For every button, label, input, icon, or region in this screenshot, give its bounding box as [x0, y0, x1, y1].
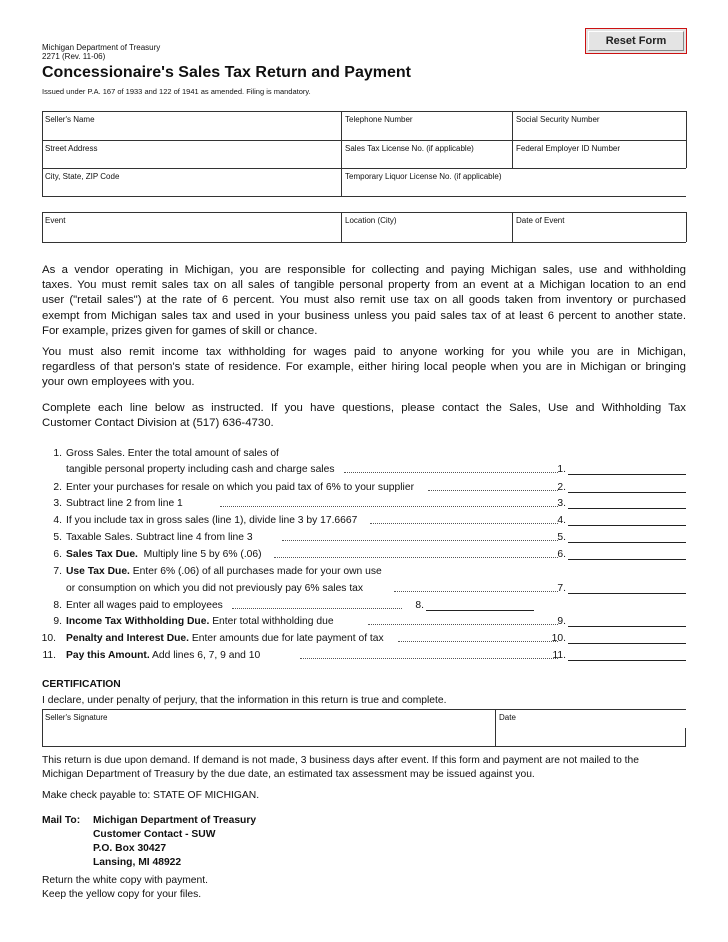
- telephone-field[interactable]: Telephone Number: [345, 115, 413, 124]
- sellers-name-field[interactable]: Seller's Name: [45, 115, 95, 124]
- line-10: 10. Penalty and Interest Due. Enter amounts due for late payment of tax 10.: [42, 632, 686, 646]
- reset-form-button[interactable]: [585, 28, 687, 54]
- signature-date-field[interactable]: Date: [499, 713, 516, 722]
- due-notice: This return is due upon demand. If demand is not made, 3 business days after event. If this form and payment are not mailed to the Michigan Department of Treasury by the due date, an estimated tax assessment may be issued against you.: [42, 755, 639, 780]
- line-4: 4. If you include tax in gross sales (line 1), divide line 3 by 17.6667 4.: [42, 514, 686, 528]
- seller-signature-field[interactable]: Seller's Signature: [45, 713, 108, 722]
- agency-name: Michigan Department of Treasury: [42, 43, 161, 52]
- line-5: 5. Taxable Sales. Subtract line 4 from line 3 5.: [42, 531, 686, 545]
- vendor-responsibility-paragraph: As a vendor operating in Michigan, you are responsible for collecting and paying Michigan sales, use and withholding taxes. You must remit sales tax on all sales of tangible personal property from an event at a Michigan location to an end user ("retail sales") at the rate of 6 percent. You must also remit use tax on all goods taken from inventory or purchased exempt from Michigan sales tax and used in your business unless you paid sales tax of at least 6 percent to another state. For example, prizes given for games of skill or chance.: [42, 264, 686, 337]
- line-7: 7. Use Tax Due. Enter 6% (.06) of all purchases made for your own use: [53, 566, 382, 577]
- line-11-amount-input[interactable]: [568, 660, 686, 661]
- street-address-field[interactable]: Street Address: [45, 144, 98, 153]
- line-9-amount-input[interactable]: [568, 626, 686, 627]
- line-5-amount-input[interactable]: [568, 542, 686, 543]
- line-4-amount-input[interactable]: [568, 525, 686, 526]
- line-1-amount-input[interactable]: [568, 474, 686, 475]
- ssn-field[interactable]: Social Security Number: [516, 115, 600, 124]
- location-field[interactable]: Location (City): [345, 216, 397, 225]
- line-11: 11. Pay this Amount. Add lines 6, 7, 9 and 10 11.: [42, 649, 686, 663]
- reset-form-label: Reset Form: [588, 31, 684, 51]
- mail-to-label: Mail To:: [42, 815, 81, 826]
- page-title: Concessionaire's Sales Tax Return and Payment: [42, 64, 411, 81]
- event-date-field[interactable]: Date of Event: [516, 216, 565, 225]
- line-1-continued: tangible personal property including cash and charge sales 1.: [42, 463, 686, 477]
- line-8-amount-input[interactable]: [426, 610, 534, 611]
- sales-license-field[interactable]: Sales Tax License No. (if applicable): [345, 144, 474, 153]
- line-2: 2. Enter your purchases for resale on which you paid tax of 6% to your supplier 2.: [42, 481, 686, 495]
- line-10-amount-input[interactable]: [568, 643, 686, 644]
- line-7-continued: or consumption on which you did not previously pay 6% sales tax 7.: [42, 582, 686, 596]
- line-1: 1. Gross Sales. Enter the total amount of sales of: [53, 448, 279, 459]
- payable-to: Make check payable to: STATE OF MICHIGAN.: [42, 790, 260, 801]
- line-9: 9. Income Tax Withholding Due. Enter total withholding due 9.: [42, 615, 686, 629]
- line-7-amount-input[interactable]: [568, 593, 686, 594]
- certification-statement: I declare, under penalty of perjury, that the information in this return is true and complete.: [42, 695, 447, 706]
- line-6: 6. Sales Tax Due. Multiply line 5 by 6% (.06) 6.: [42, 548, 686, 562]
- mailing-address: Michigan Department of Treasury Customer Contact - SUW P.O. Box 30427 Lansing, MI 48922: [93, 815, 257, 868]
- event-field[interactable]: Event: [45, 216, 66, 225]
- return-instructions: Return the white copy with payment. Keep the yellow copy for your files.: [42, 875, 208, 900]
- line-3: 3. Subtract line 2 from line 1 3.: [42, 497, 686, 511]
- withholding-paragraph: You must also remit income tax withholding for wages paid to anyone working for you while you are in Michigan, regardless of that person's state of residence. For example, either hiring local people when you are in Michigan or bringing your own employees with you.: [42, 346, 686, 389]
- liquor-license-field[interactable]: Temporary Liquor License No. (if applicable): [345, 172, 502, 181]
- line-3-amount-input[interactable]: [568, 508, 686, 509]
- certification-heading: CERTIFICATION: [42, 679, 121, 690]
- form-number: 2271 (Rev. 11-06): [42, 52, 106, 61]
- instructions-paragraph: Complete each line below as instructed. If you have questions, please contact the Sales, Use and Withholding Tax Customer Contact Division at (517) 636-4730.: [42, 402, 686, 430]
- authority-note: Issued under P.A. 167 of 1933 and 122 of 1941 as amended. Filing is mandatory.: [42, 87, 311, 96]
- fein-field[interactable]: Federal Employer ID Number: [516, 144, 621, 153]
- line-6-amount-input[interactable]: [568, 559, 686, 560]
- line-2-amount-input[interactable]: [568, 492, 686, 493]
- city-state-zip-field[interactable]: City, State, ZIP Code: [45, 172, 120, 181]
- line-8: 8. Enter all wages paid to employees 8.: [42, 599, 686, 613]
